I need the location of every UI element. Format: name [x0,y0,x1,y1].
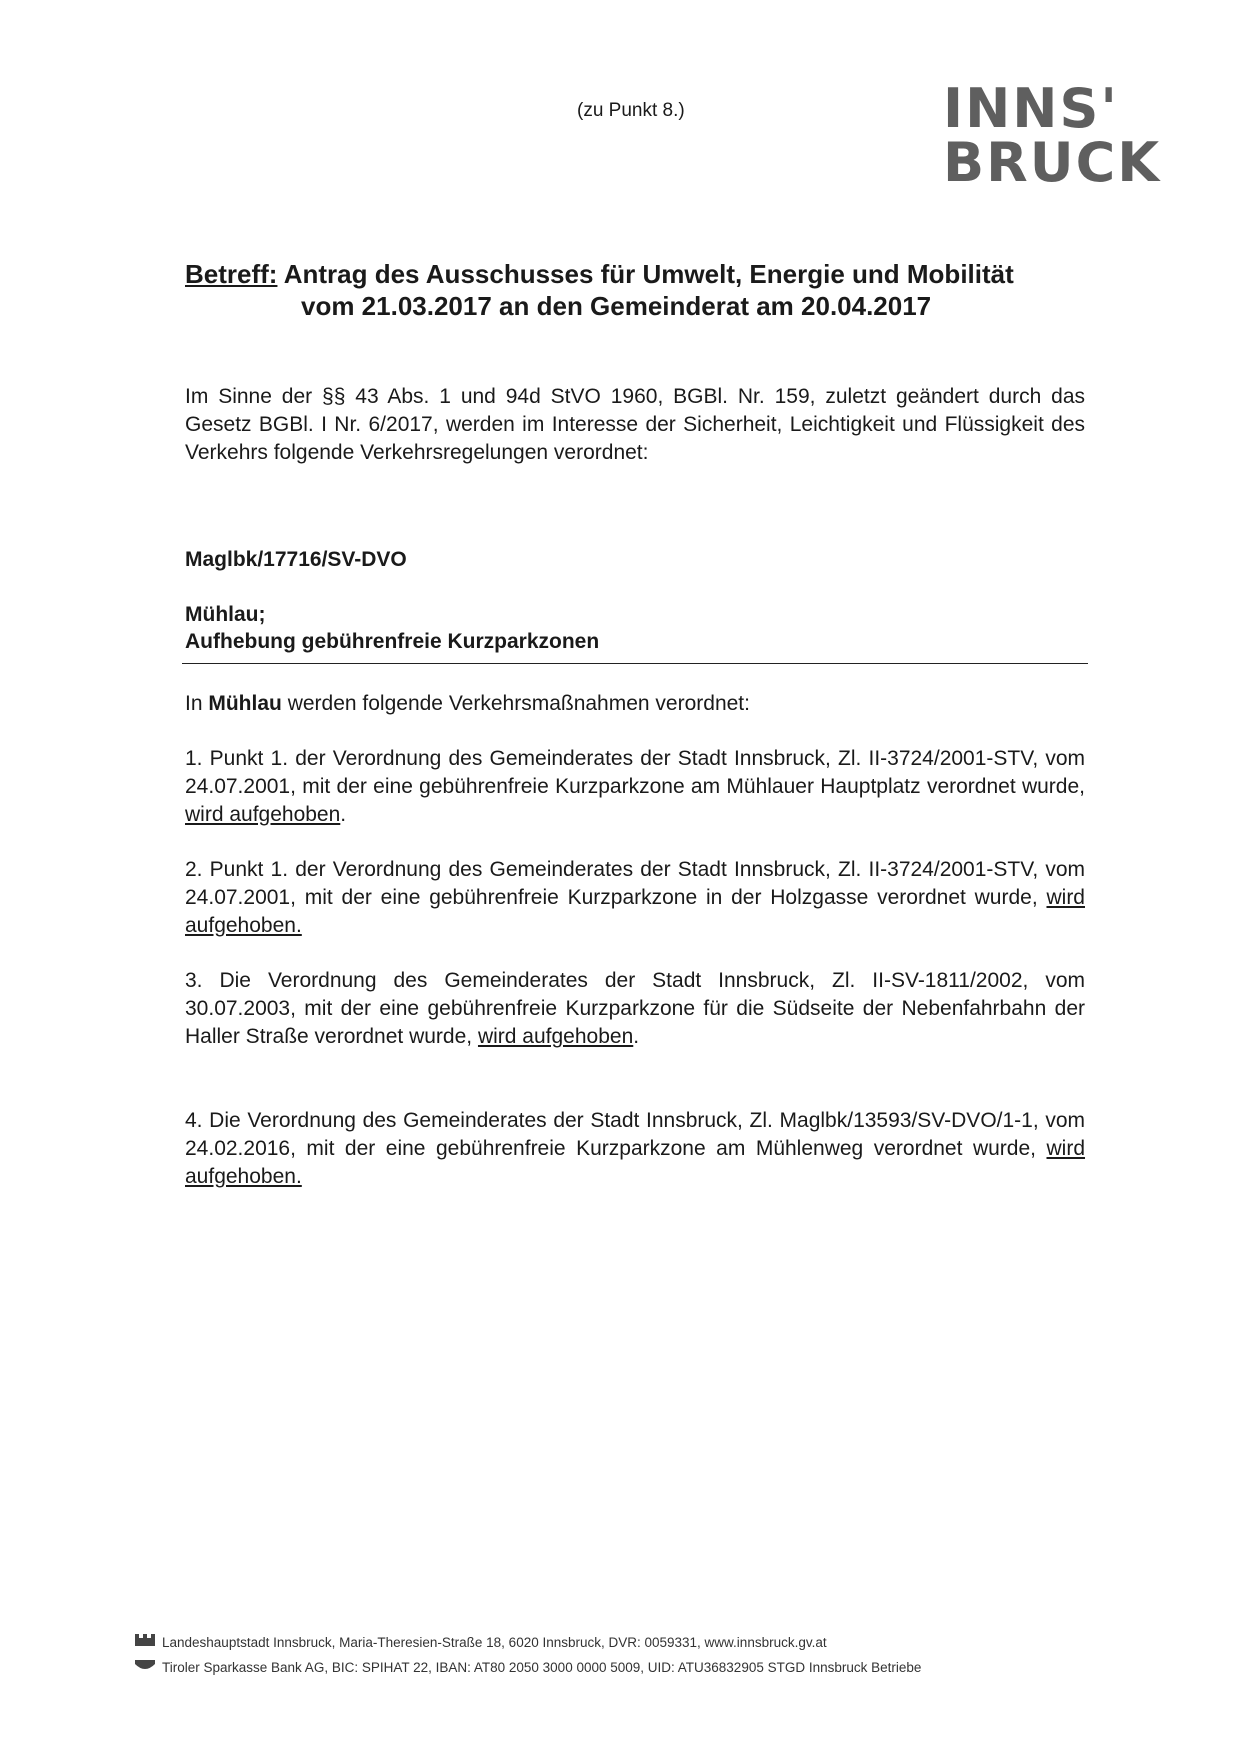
topic-heading: Aufhebung gebührenfreie Kurzparkzonen [185,630,600,653]
footer-address: Landeshauptstadt Innsbruck, Maria-Theresien-Straße 18, 6020 Innsbruck, DVR: 0059331, www.innsbruck.gv.at [162,1635,827,1650]
item-action: wird aufgehoben. [185,886,1085,937]
item-text: 3. Die Verordnung des Gemeinderates der Stadt Innsbruck, Zl. II-SV-1811/2002, vom 30.07.2003, mit der eine gebührenfreie Kurzparkzone für die Südseite der Nebenfahrbahn der Haller Straße verordnet wurde, [185,969,1085,1048]
list-item [185,967,1085,1051]
item-text: 1. Punkt 1. der Verordnung des Gemeinderates der Stadt Innsbruck, Zl. II-3724/2001-STV, vom 24.07.2001, mit der eine gebührenfreie Kurzparkzone am Mühlauer Hauptplatz verordnet wurde, [185,747,1085,798]
reference-number: Maglbk/17716/SV-DVO [185,548,407,571]
subject-label: Betreff: [185,259,278,289]
subject-line-2: vom 21.03.2017 an den Gemeinderat am 20.04.2017 [301,291,932,321]
footer [134,1630,1094,1680]
intro-paragraph: Im Sinne der §§ 43 Abs. 1 und 94d StVO 1960, BGBl. Nr. 159, zuletzt geändert durch das Gesetz BGBl. I Nr. 6/2017, werden im Interesse der Sicherheit, Leichtigkeit und Flüssigkeit des Verkehrs folgende Verkehrsregelungen verordnet: [185,385,1085,464]
item-text: 2. Punkt 1. der Verordnung des Gemeinderates der Stadt Innsbruck, Zl. II-3724/2001-STV, vom 24.07.2001, mit der eine gebührenfreie Kurzparkzone in der Holzgasse verordnet wurde, [185,858,1085,909]
city-emblem-icon [134,1630,162,1655]
item-end: . [633,1025,640,1048]
subject-line-1: Antrag des Ausschusses für Umwelt, Energie und Mobilität [283,259,1014,289]
divider [182,663,1088,664]
item-action: wird aufgehoben [477,1025,634,1048]
item-end: . [340,803,347,826]
bridge-emblem-icon [134,1655,162,1680]
lead-sentence [185,692,750,716]
agenda-note: (zu Punkt 8.) [577,100,685,121]
item-action: wird aufgehoben [185,803,341,826]
list-item [185,745,1085,829]
logo-line-2: BRUCK [943,131,1162,194]
item-action: wird aufgehoben. [185,1137,1086,1188]
innsbruck-logo [943,77,1162,194]
footer-bank: Tiroler Sparkasse Bank AG, BIC: SPIHAT 22, IBAN: AT80 2050 3000 0000 5009, UID: ATU36832905 STGD Innsbruck Betriebe [162,1660,922,1675]
lead-place: Mühlau [208,692,282,715]
subject-heading [185,258,1085,322]
item-text: 4. Die Verordnung des Gemeinderates der Stadt Innsbruck, Zl. Maglbk/13593/SV-DVO/1-1, vom 24.02.2016, mit der eine gebührenfreie Kurzparkzone am Mühlenweg verordnet wurde, [185,1109,1085,1160]
logo-line-1: INNS' [943,77,1119,140]
lead-suffix: werden folgende Verkehrsmaßnahmen verordnet: [287,692,750,715]
lead-prefix: In [185,692,203,715]
list-item [185,856,1085,940]
district-name: Mühlau; [185,603,266,626]
list-item [185,1107,1085,1191]
